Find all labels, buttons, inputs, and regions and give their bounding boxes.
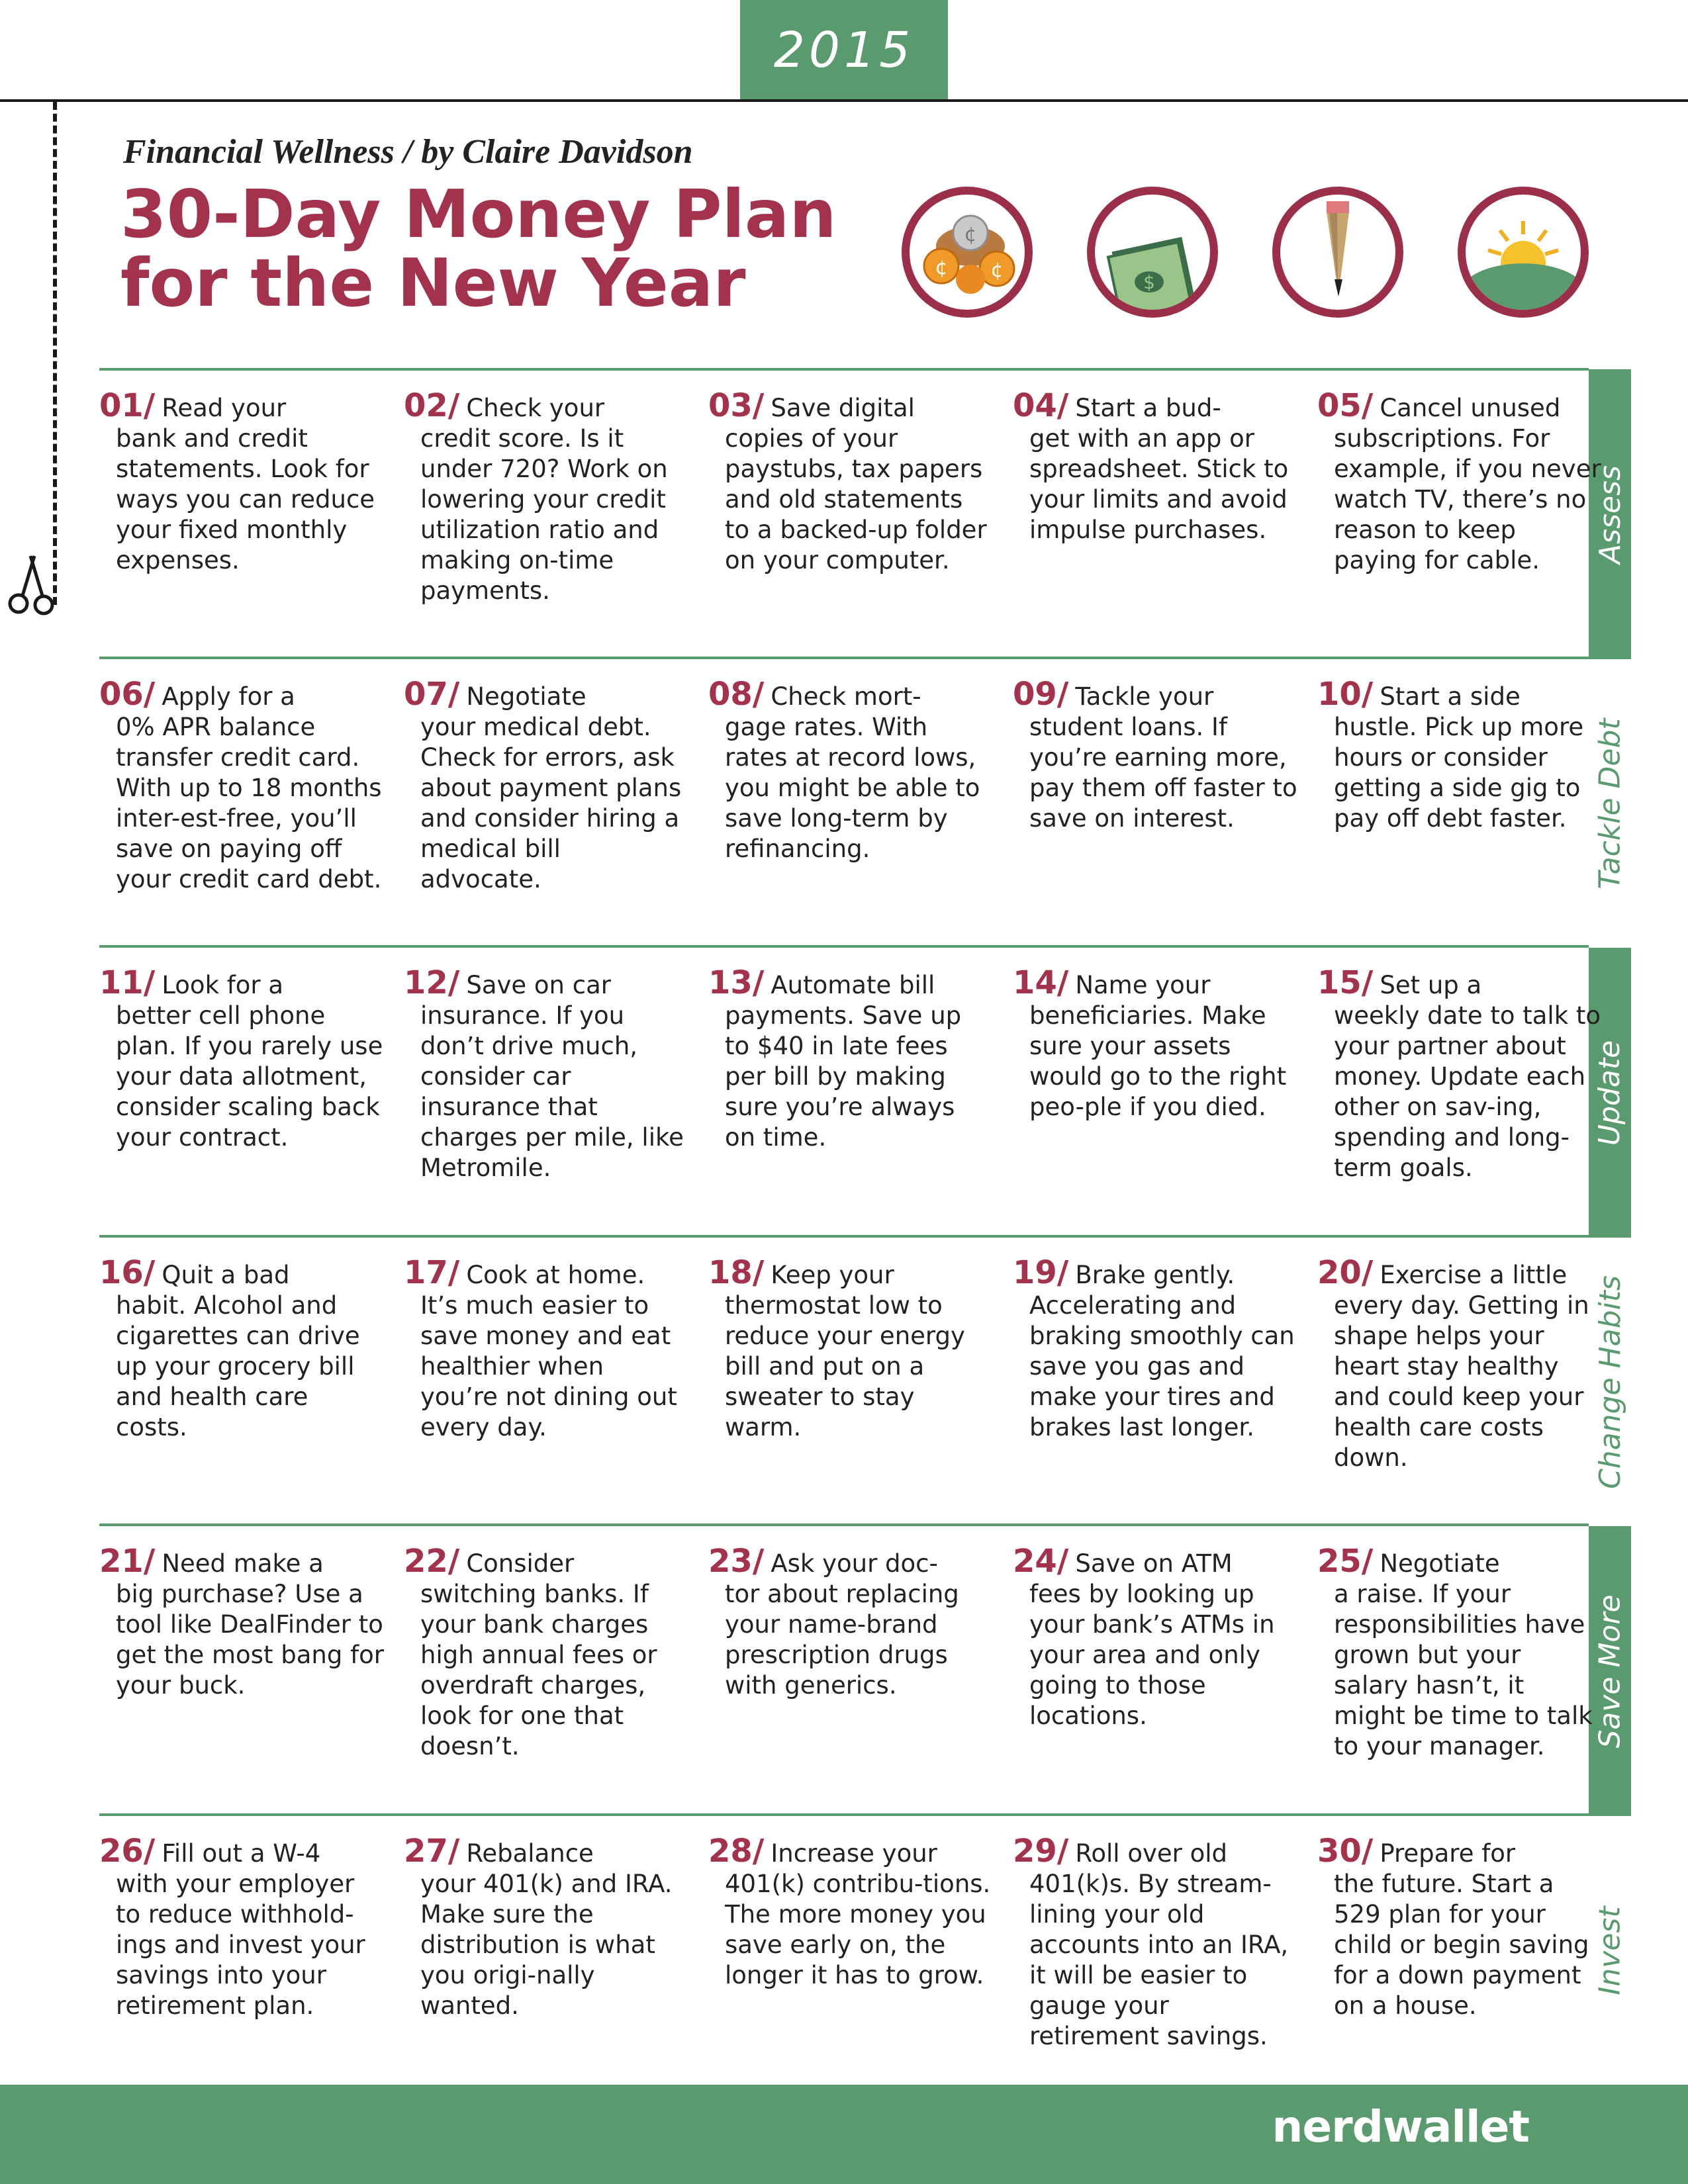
day-number: 24/ — [1013, 1543, 1069, 1580]
row-divider — [99, 945, 1589, 948]
day-text: credit score. Is it under 720? Work on lowering your credit utilization ratio and making on-time payments. — [420, 424, 668, 605]
day-item — [99, 964, 384, 1153]
day-number: 16/ — [99, 1254, 156, 1291]
day-item — [404, 676, 688, 895]
day-text: your 401(k) and IRA. Make sure the distribution is what you origi-nally wanted. — [420, 1870, 673, 2020]
day-text-first-line: Save on ATM — [1075, 1549, 1233, 1578]
section-label-tackle-debt: Tackle Debt — [1593, 717, 1627, 889]
day-text-first-line: Automate bill — [771, 971, 935, 999]
day-text: the future. Start a 529 plan for your child or begin saving for a down payment on a house. — [1334, 1870, 1589, 2020]
day-number: 17/ — [404, 1254, 460, 1291]
day-number: 25/ — [1317, 1543, 1374, 1580]
day-text-first-line: Read your — [162, 394, 287, 422]
day-number: 30/ — [1317, 1833, 1374, 1870]
day-text-first-line: Negotiate — [466, 682, 586, 711]
day-item — [708, 964, 993, 1153]
svg-text:¢: ¢ — [964, 223, 977, 246]
day-text: habit. Alcohol and cigarettes can drive up your grocery bill and health care costs. — [116, 1291, 360, 1441]
day-number: 22/ — [404, 1543, 460, 1580]
day-text-first-line: Apply for a — [162, 682, 295, 711]
day-number: 23/ — [708, 1543, 765, 1580]
day-number: 02/ — [404, 387, 460, 424]
day-text-first-line: Tackle your — [1075, 682, 1214, 711]
day-item — [1317, 676, 1602, 834]
day-number: 29/ — [1013, 1833, 1069, 1870]
row-divider — [99, 1524, 1589, 1526]
day-text-first-line: Check your — [466, 394, 605, 422]
day-text: It’s much easier to save money and eat healthier when you’re not dining out every day. — [420, 1291, 677, 1441]
cut-line — [53, 102, 57, 605]
day-text-first-line: Save digital — [771, 394, 915, 422]
day-number: 07/ — [404, 676, 460, 713]
day-text: weekly date to talk to your partner about money. Update each other on sav-ing, spending and long-term goals. — [1334, 1001, 1601, 1182]
coins-icon — [902, 187, 1033, 318]
day-number: 05/ — [1317, 387, 1374, 424]
day-item — [99, 676, 384, 895]
row-divider — [99, 1813, 1589, 1816]
day-text: bank and credit statements. Look for ways you can reduce your fixed monthly expenses. — [116, 424, 375, 574]
day-text: 0% APR balance transfer credit card. With up to 18 months inter-est-free, you’ll save on paying off your credit card debt. — [116, 713, 382, 893]
day-text: copies of your paystubs, tax papers and old statements to a backed-up folder on your computer. — [725, 424, 987, 574]
day-item — [708, 1543, 993, 1701]
section-label-change-habits: Change Habits — [1593, 1275, 1627, 1489]
section-label-assess: Assess — [1589, 369, 1631, 659]
day-number: 13/ — [708, 964, 765, 1001]
day-item — [1317, 964, 1602, 1183]
pencil-icon — [1272, 187, 1403, 318]
dollar-bill-icon — [1087, 187, 1218, 318]
day-item — [1317, 1543, 1602, 1762]
day-text: better cell phone plan. If you rarely use your data allotment, consider scaling back your contract. — [116, 1001, 383, 1152]
day-item — [1013, 1833, 1297, 2052]
day-text: payments. Save up to $40 in late fees per bill by making sure you’re always on time. — [725, 1001, 962, 1152]
day-number: 21/ — [99, 1543, 156, 1580]
day-item — [1013, 387, 1297, 545]
day-number: 01/ — [99, 387, 156, 424]
day-number: 28/ — [708, 1833, 765, 1870]
day-text-first-line: Consider — [466, 1549, 575, 1578]
brand-logo: nerdwallet — [1272, 2101, 1529, 2152]
svg-text:¢: ¢ — [990, 259, 1004, 282]
day-text: Accelerating and braking smoothly can save you gas and make your tires and brakes last longer. — [1029, 1291, 1295, 1441]
day-number: 08/ — [708, 676, 765, 713]
row-divider — [99, 657, 1589, 659]
day-number: 10/ — [1317, 676, 1374, 713]
day-text-first-line: Prepare for — [1380, 1839, 1516, 1868]
day-number: 18/ — [708, 1254, 765, 1291]
section-label-save-more: Save More — [1589, 1526, 1631, 1816]
svg-text:$: $ — [1143, 271, 1155, 293]
day-text: gage rates. With rates at record lows, you might be able to save long-term by refinancing. — [725, 713, 980, 863]
day-text-first-line: Brake gently. — [1075, 1261, 1235, 1289]
day-item — [1013, 1254, 1297, 1443]
day-number: 15/ — [1317, 964, 1374, 1001]
day-number: 06/ — [99, 676, 156, 713]
day-item — [708, 1833, 993, 1991]
day-number: 20/ — [1317, 1254, 1374, 1291]
day-number: 11/ — [99, 964, 156, 1001]
day-text: tor about replacing your name-brand prescription drugs with generics. — [725, 1580, 959, 1700]
day-item — [404, 387, 688, 606]
day-item — [404, 964, 688, 1183]
day-text-first-line: Ask your doc- — [771, 1549, 938, 1578]
day-item — [1317, 1254, 1602, 1473]
title-line-2: for the New Year — [120, 244, 746, 322]
section-label-update: Update — [1589, 948, 1631, 1238]
day-item — [99, 1833, 384, 2021]
day-text-first-line: Increase your — [771, 1839, 937, 1868]
day-text-first-line: Negotiate — [1380, 1549, 1500, 1578]
section-label-invest: Invest — [1593, 1905, 1627, 1995]
day-item — [99, 387, 384, 576]
page-title — [120, 175, 837, 322]
day-item — [404, 1543, 688, 1762]
day-text: get with an app or spreadsheet. Stick to your limits and avoid impulse purchases. — [1029, 424, 1289, 544]
day-text-first-line: Fill out a W-4 — [162, 1839, 321, 1868]
day-text-first-line: Cancel unused — [1380, 394, 1561, 422]
day-number: 09/ — [1013, 676, 1069, 713]
day-text: a raise. If your responsibilities have grown but your salary hasn’t, it might be time to talk to your manager. — [1334, 1580, 1593, 1760]
day-text: beneficiaries. Make sure your assets would go to the right peo-ple if you died. — [1029, 1001, 1287, 1121]
title-line-1: 30-Day Money Plan — [120, 175, 837, 253]
day-text: switching banks. If your bank charges high annual fees or overdraft charges, look for one that doesn’t. — [420, 1580, 657, 1760]
day-number: 19/ — [1013, 1254, 1069, 1291]
scissors-icon — [4, 549, 57, 629]
day-text: with your employer to reduce withhold-ings and invest your savings into your retirement plan. — [116, 1870, 365, 2020]
day-text: subscriptions. For example, if you never watch TV, there’s no reason to keep paying for cable. — [1334, 424, 1601, 574]
top-rule — [0, 99, 1688, 102]
day-text: fees by looking up your bank’s ATMs in your area and only going to those locations. — [1029, 1580, 1275, 1730]
year-tab: 2015 — [740, 0, 948, 101]
day-item — [1317, 387, 1602, 576]
day-number: 03/ — [708, 387, 765, 424]
day-item — [708, 387, 993, 576]
day-text: student loans. If you’re earning more, pay them off faster to save on interest. — [1029, 713, 1297, 833]
day-number: 26/ — [99, 1833, 156, 1870]
day-number: 04/ — [1013, 387, 1069, 424]
day-item — [404, 1254, 688, 1443]
day-text: 401(k)s. By stream-lining your old accounts into an IRA, it will be easier to gauge your retirement savings. — [1029, 1870, 1289, 2050]
row-divider — [99, 1235, 1589, 1238]
day-text-first-line: Set up a — [1380, 971, 1482, 999]
day-item — [1013, 1543, 1297, 1731]
day-text-first-line: Keep your — [771, 1261, 894, 1289]
day-text: thermostat low to reduce your energy bill and put on a sweater to stay warm. — [725, 1291, 965, 1441]
day-item — [708, 1254, 993, 1443]
day-text: big purchase? Use a tool like DealFinder to get the most bang for your buck. — [116, 1580, 384, 1700]
sunrise-icon — [1458, 187, 1589, 318]
day-text-first-line: Save on car — [466, 971, 611, 999]
day-item — [1013, 964, 1297, 1122]
day-text-first-line: Roll over old — [1075, 1839, 1228, 1868]
day-item — [1317, 1833, 1602, 2021]
day-item — [99, 1254, 384, 1443]
day-text: 401(k) contribu-tions. The more money you save early on, the longer it has to grow. — [725, 1870, 991, 1989]
svg-text:¢: ¢ — [935, 256, 948, 279]
day-text-first-line: Rebalance — [466, 1839, 594, 1868]
day-text-first-line: Need make a — [162, 1549, 324, 1578]
day-number: 14/ — [1013, 964, 1069, 1001]
byline: Financial Wellness / by Claire Davidson — [123, 133, 693, 171]
day-number: 12/ — [404, 964, 460, 1001]
day-text-first-line: Exercise a little — [1380, 1261, 1568, 1289]
row-divider — [99, 368, 1589, 371]
day-text-first-line: Start a side — [1380, 682, 1521, 711]
day-text: hustle. Pick up more hours or consider getting a side gig to pay off debt faster. — [1334, 713, 1584, 833]
day-text: your medical debt. Check for errors, ask about payment plans and consider hiring a medical bill advocate. — [420, 713, 682, 893]
day-text-first-line: Start a bud- — [1075, 394, 1221, 422]
day-number: 27/ — [404, 1833, 460, 1870]
day-text: insurance. If you don’t drive much, consider car insurance that charges per mile, like Metromile. — [420, 1001, 684, 1182]
day-text: every day. Getting in shape helps your heart stay healthy and could keep your health care costs down. — [1334, 1291, 1589, 1472]
day-item — [404, 1833, 688, 2021]
day-text-first-line: Cook at home. — [466, 1261, 645, 1289]
day-text-first-line: Check mort- — [771, 682, 921, 711]
day-text-first-line: Name your — [1075, 971, 1211, 999]
day-item — [1013, 676, 1297, 834]
day-item — [708, 676, 993, 864]
day-text-first-line: Look for a — [162, 971, 284, 999]
day-item — [99, 1543, 384, 1701]
day-text-first-line: Quit a bad — [162, 1261, 290, 1289]
